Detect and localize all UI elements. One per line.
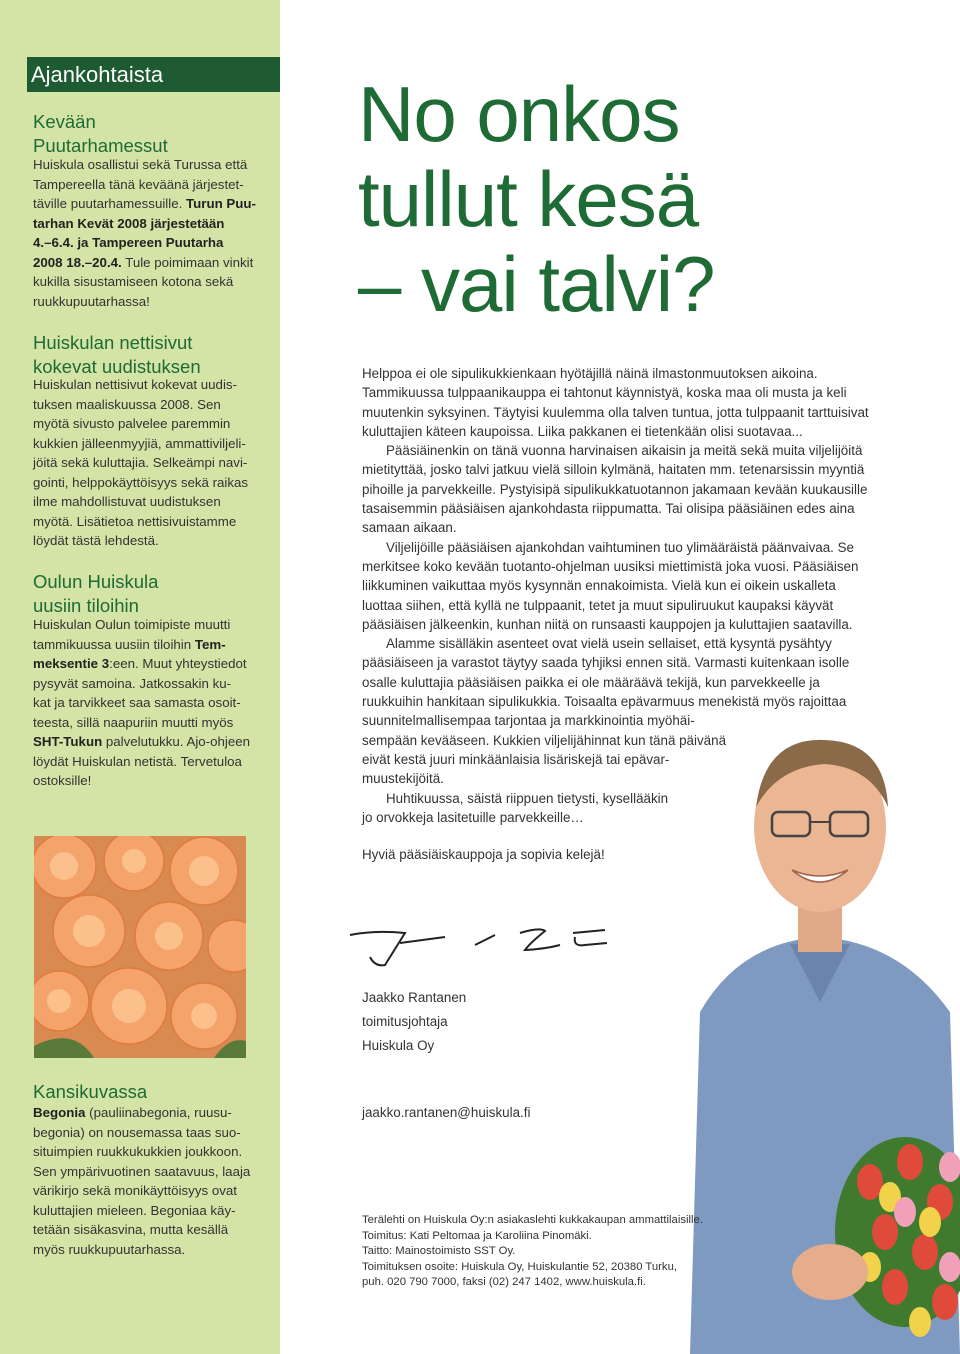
sidebar [0, 0, 280, 1354]
signature [345, 915, 615, 970]
news-body-website: Huiskulan nettisivut kokevat uudis- tuksen maaliskuussa 2008. Sen myötä sivusto palvelee paremmin kukkien jälleenmyyjiä, ammattiviljeli- jöitä sekä kuluttajia. Selkeämpi navi- gointi, helppokäyttöisyys sekä raikas ilme mahdollistuvat uudistuksen myötä. Lisätietoa nettisivuistamme löydät tästä lehdestä. [33, 377, 249, 548]
news-title-oulu: Oulun Huiskula uusiin tiloihin [33, 571, 159, 616]
news-body-oulu: Huiskulan Oulun toimipiste muutti tammikuussa uusiin tiloihin Tem- meksentie 3:een. Muut yhteystiedot pysyvät samoina. Jatkossakin ku- kat ja tarvikkeet saa samasta osoit- teesta, sillä naapuriin muutti myös SHT-Tukun palvelutukku. Ajo-ohjeen löydät Huiskulan netistä. Tervetuloa ostoksille! [33, 617, 251, 788]
signer-email[interactable]: jaakko.rantanen@huiskula.fi [362, 1105, 531, 1120]
news-title-website: Huiskulan nettisivut kokevat uudistuksen [33, 332, 201, 377]
signer-title: toimitusjohtaja [362, 1014, 448, 1029]
news-title-garden-fair: Kevään Puutarhamessut [33, 111, 168, 156]
colophon: Terälehti on Huiskula Oy:n asiakaslehti kukkakaupan ammattilaisille. Toimitus: Kati Peltomaa ja Karoliina Pinomäki. Taitto: Mainostoimisto SST Oy. Toimituksen osoite: Huiskula Oy, Huiskulantie 52, 20380 Turku, puh. 020 790 7000, faksi (02) 247 1402, www.huiskula.fi. [362, 1214, 703, 1289]
news-body-garden-fair: Huiskula osallistui sekä Turussa että Tampereella tänä keväänä järjestet- täville puutarhamessuille. Turun Puu- tarhan Kevät 2008 järjestetään 4.–6.4. ja Tampereen Puutarha 2008 18.–20.4. Tule poimimaan vinkit kukilla sisustamiseen kotona sekä ruukkupuutarhassa! [33, 157, 256, 309]
greeting: Hyviä pääsiäiskauppoja ja sopivia kelejä! [362, 847, 605, 862]
editorial-text: Helppoa ei ole sipulikukkienkaan hyötäjillä näinä ilmastonmuutoksen aikoina. Tammikuussa tulppaanikauppa ei tahtonut käynnistyä, koska maa oli musta ja keli muutenkin syksyinen. Täytyisi kuulemma olla talven tuntua, jotta tulppaanit tarttuisivat kuluttajien käteen kaupoissa. Liika pakkanen ei tietenkään olisi suotavaa... Pääsiäinenkin on tänä vuonna harvinaisen aikaisin ja meitä sekä muita viljelijöitä mietityttää, josko talvi jatkuu vielä silloin kylmänä, haitaten mm. tetenarsissin myyntiä pihoille ja parvekkeille. Pystyisipä sipulikukkatuotannon jakamaan kevään kuukausille tasaisemmin pääsiäisen ajankohdasta riippumatta. Tai olisipa pääsiäinen edes aina samaan aikaan. Viljelijöille pääsiäisen ajankohdan vaihtuminen tuo ylimääräistä päänvaivaa. Se merkitsee koko kevään tuotanto-ohjelman uusiksi miettimistä joka vuosi. Pääsiäisen liikkuminen vaikuttaa myös kysynnän ennakoimista. Vielä kun ei oikein uskalleta luottaa siihen, että kyllä ne tulppaanit, tetet ja muut sipuliruukut kaupaksi käyvät pääsiäisen jälkeenkin, kunhan niitä on runsaasti kauppojen ja kuluttajien saatavilla. Alamme sisälläkin asenteet ovat vielä usein sellaiset, että kysyntä pysähtyy pääsiäiseen ja varastot täytyy saada tyhjiksi ennen sitä. Varmasti kuitenkaan isolle osalle kuluttajia pääsiäisen paikka ei ole määräävä tekijä, kun parvekkeelle ja ruukkuihin hankitaan sipulikukkia. Toisaalta epävarmuus menekistä myös rajoittaa suunnitelmallisempaa tarjontaa ja markkinointia myöhäi- sempään kevääseen. Kukkien viljelijähinnat kun tänä päivänä eivät kestä juuri minkäänlaisia lisäriskejä tai epävar- muustekijöitä. Huhtikuussa, säistä riippuen tietysti, kysellääkin jo orvokkeja lasitetuille parvekkeille… [362, 366, 869, 825]
signer-company: Huiskula Oy [362, 1038, 435, 1053]
cover-title: Kansikuvassa [33, 1081, 148, 1102]
begonia-photo [34, 836, 246, 1058]
sidebar-header: Ajankohtaista [27, 57, 280, 92]
signer-name: Jaakko Rantanen [362, 990, 467, 1005]
page-headline: No onkos tullut kesä – vai talvi? [358, 70, 715, 328]
cover-body: Begonia (pauliinabegonia, ruusu- begonia) on nousemassa taas suo- situimpien ruukkukukkien joukkoon. Sen ympärivuotinen saatavuus, laaja värikirjo sekä monikäyttöisyys ovat kuluttajien mieleen. Begoniaa käy- tetään sisäkasvina, mutta kesällä myös ruukkupuutarhassa. [33, 1105, 251, 1257]
signer-block [362, 986, 466, 1058]
